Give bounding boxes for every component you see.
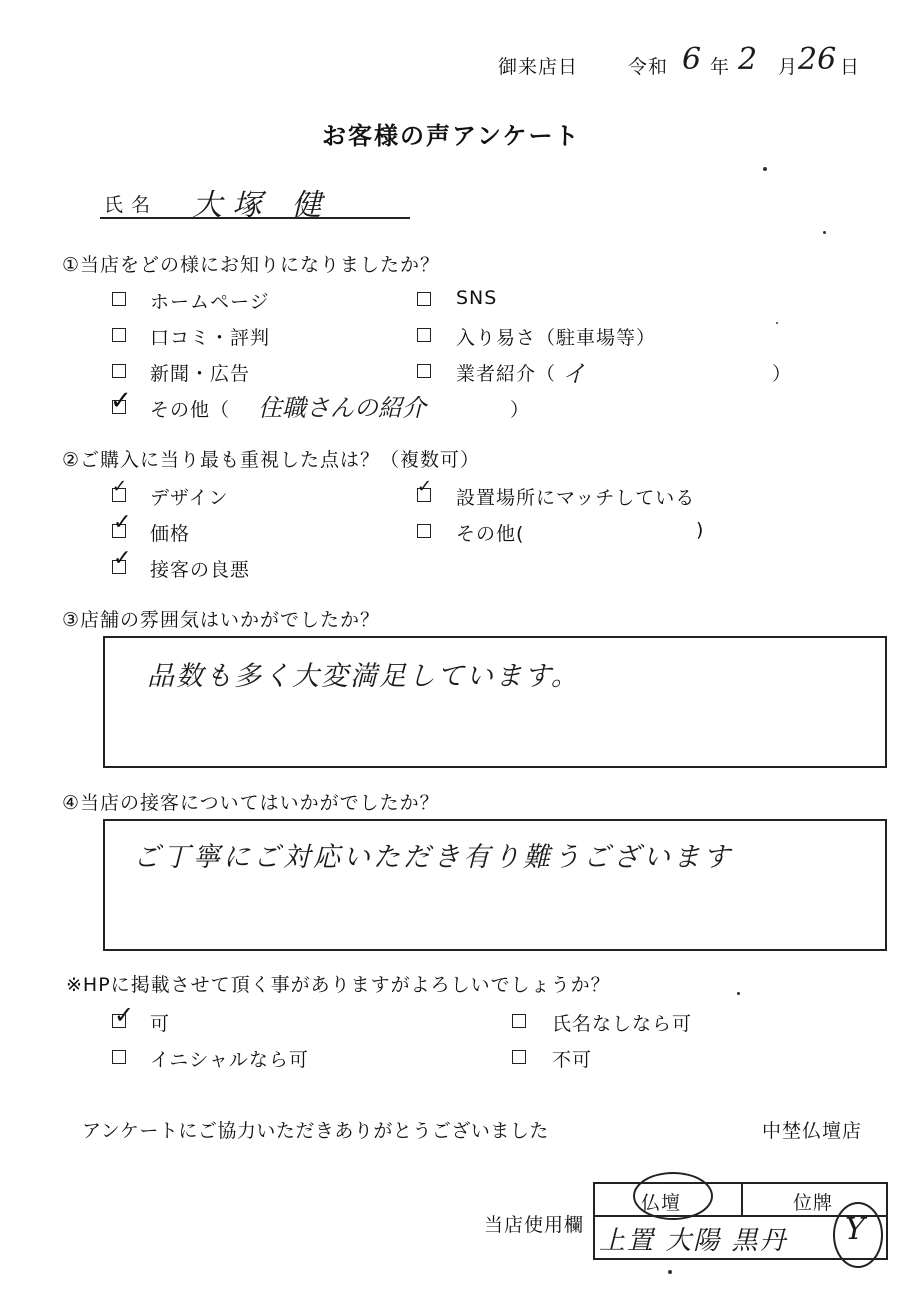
q3-answer-text: 品数も多く大変満足しています。 (147, 661, 580, 692)
q4-question: ④当店の接客についてはいかがでしたか？ (62, 792, 440, 814)
q1-other-close-paren: ） (510, 399, 531, 421)
name-label: 氏 名 (104, 194, 152, 216)
name-value[interactable]: 大塚 健 (192, 188, 332, 223)
butsudan-circle (633, 1172, 713, 1220)
office-use-entry[interactable]: 上置 大陽 黒丹 (599, 1226, 788, 1256)
q1-option-newspaper-checkbox[interactable] (112, 364, 126, 378)
q3-question: ③店舗の雰囲気はいかがでしたか？ (62, 609, 381, 631)
shop-name: 中埜仏壇店 (762, 1120, 863, 1142)
hp-option-noname-checkbox[interactable] (512, 1014, 526, 1028)
q1-option-other: その他（ (150, 399, 231, 421)
check-mark-icon: ✓ (110, 386, 132, 416)
office-use-col-butsudan: 仏壇 (641, 1192, 682, 1214)
q1-option-newspaper: 新聞・広告 (150, 363, 251, 385)
q1-option-sns: SNS (456, 287, 498, 309)
month-value[interactable]: 2 (738, 42, 758, 77)
hp-option-ok: 可 (150, 1013, 171, 1035)
q2-other-close-paren: ) (696, 519, 705, 541)
name-underline (100, 217, 410, 219)
office-use-col-ihai: 位牌 (793, 1192, 834, 1214)
scan-speck (763, 167, 767, 171)
hp-option-no: 不可 (552, 1049, 593, 1071)
hp-option-noname: 氏名なしなら可 (552, 1013, 693, 1035)
q4-answer-text: ご丁寧にご対応いただき有り難うございます (133, 842, 733, 873)
q1-option-vendor-checkbox[interactable] (417, 364, 431, 378)
q1-option-sns-checkbox[interactable] (417, 292, 431, 306)
hp-option-initials-checkbox[interactable] (112, 1050, 126, 1064)
q1-question: ①当店をどの様にお知りになりましたか？ (62, 254, 441, 276)
q4-answer-box[interactable] (103, 819, 887, 951)
office-use-mark-circle (833, 1202, 883, 1268)
q2-question: ②ご購入に当り最も重視した点は？（複数可） (62, 449, 481, 471)
hp-option-no-checkbox[interactable] (512, 1050, 526, 1064)
q2-option-other-checkbox[interactable] (417, 524, 431, 538)
day-unit: 日 (840, 56, 861, 78)
scan-speck (823, 231, 826, 234)
thanks-text: アンケートにご協力いただきありがとうございました (82, 1120, 549, 1142)
q1-option-access-checkbox[interactable] (417, 328, 431, 342)
scan-speck (668, 1270, 672, 1274)
check-mark-icon: ✓ (417, 476, 433, 497)
office-use-label: 当店使用欄 (484, 1214, 585, 1236)
check-mark-icon: ✓ (113, 546, 132, 571)
q2-option-design: デザイン (150, 487, 229, 509)
era-label: 令和 (628, 56, 669, 78)
year-value[interactable]: 6 (682, 42, 702, 77)
q2-option-placement: 設置場所にマッチしている (456, 487, 696, 509)
q1-option-vendor: 業者紹介（ (456, 363, 557, 385)
q3-answer-box[interactable] (103, 636, 887, 768)
year-unit: 年 (710, 56, 731, 78)
page-title: お客様の声アンケート (322, 122, 581, 150)
check-mark-icon: ✓ (113, 510, 132, 535)
visit-date-label: 御来店日 (498, 56, 579, 78)
q1-vendor-writein[interactable]: イ (562, 360, 586, 388)
check-mark-icon: ✓ (112, 476, 128, 497)
office-use-table (593, 1182, 888, 1260)
office-use-divider-v (741, 1184, 743, 1215)
day-value[interactable]: 26 (798, 42, 837, 77)
month-unit: 月 (778, 56, 799, 78)
q2-option-service: 接客の良悪 (150, 559, 251, 581)
office-use-mark: Y (845, 1212, 865, 1247)
q2-option-other: その他( (456, 523, 525, 545)
q1-option-wordofmouth: 口コミ・評判 (150, 327, 271, 349)
q1-option-homepage: ホームページ (150, 291, 270, 313)
q1-option-access: 入り易さ（駐車場等） (456, 327, 657, 349)
scan-speck (776, 322, 778, 324)
scan-speck (737, 992, 740, 995)
q1-option-homepage-checkbox[interactable] (112, 292, 126, 306)
q2-option-price: 価格 (150, 523, 191, 545)
hp-option-initials: イニシャルなら可 (150, 1049, 309, 1071)
q1-option-wordofmouth-checkbox[interactable] (112, 328, 126, 342)
hp-question: ※HPに掲載させて頂く事がありますがよろしいでしょうか？ (66, 974, 611, 996)
q1-vendor-close-paren: ） (772, 363, 793, 385)
check-mark-icon: ✓ (114, 1001, 135, 1029)
q1-other-writein[interactable]: 住職さんの紹介 (258, 394, 426, 422)
